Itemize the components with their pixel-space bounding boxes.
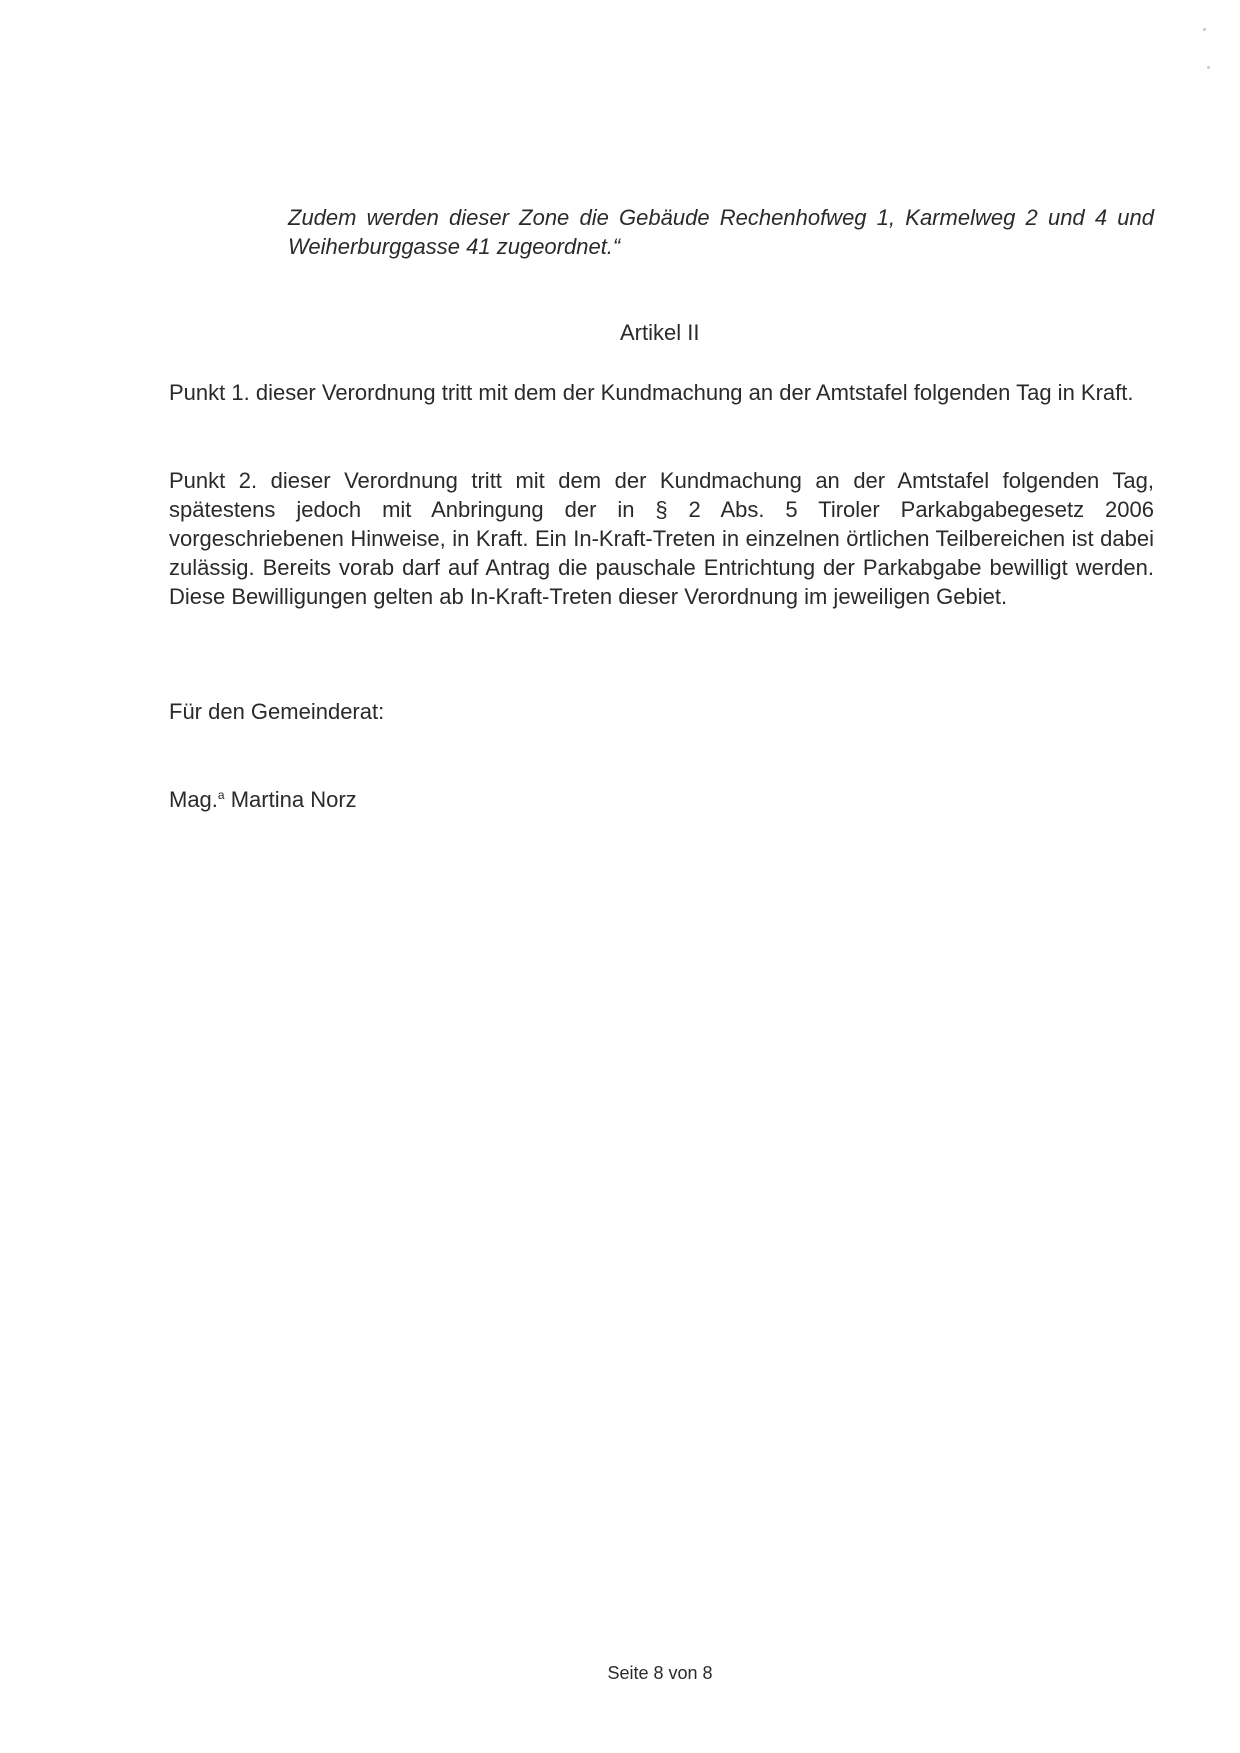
signature-name bbox=[169, 785, 357, 814]
page-number: Seite 8 von 8 bbox=[607, 1663, 713, 1683]
scan-speck bbox=[1203, 28, 1206, 31]
signoff-line: Für den Gemeinderat: bbox=[169, 699, 385, 724]
scan-speck bbox=[1207, 66, 1210, 69]
quoted-paragraph: Zudem werden dieser Zone die Gebäude Rechenhofweg 1, Karmelweg 2 und 4 und Weiherburggasse 41 zugeordnet.“ bbox=[288, 205, 1154, 259]
paragraph-punkt-2: Punkt 2. dieser Verordnung tritt mit dem der Kundmachung an der Amtstafel folgenden Tag, spätestens jedoch mit Anbringung der in § 2 Abs. 5 Tiroler Parkabgabegesetz 2006 vorgeschriebenen Hinweise, in Kraft. Ein In-Kraft-Treten in einzelnen örtlichen Teilbereichen ist dabei zulässig. Bereits vorab darf auf Antrag die pauschale Entrichtung der Parkabgabe bewilligt werden. Diese Bewilligungen gelten ab In-Kraft-Treten dieser Verordnung im jeweiligen Gebiet. bbox=[169, 468, 1154, 609]
article-heading: Artikel II bbox=[620, 320, 700, 345]
signature-person: Martina Norz bbox=[224, 787, 357, 812]
paragraph-punkt-1: Punkt 1. dieser Verordnung tritt mit dem der Kundmachung an der Amtstafel folgenden Tag in Kraft. bbox=[169, 380, 1134, 405]
signature-title: Mag. bbox=[169, 787, 218, 812]
signature-title-superscript: a bbox=[217, 788, 225, 802]
